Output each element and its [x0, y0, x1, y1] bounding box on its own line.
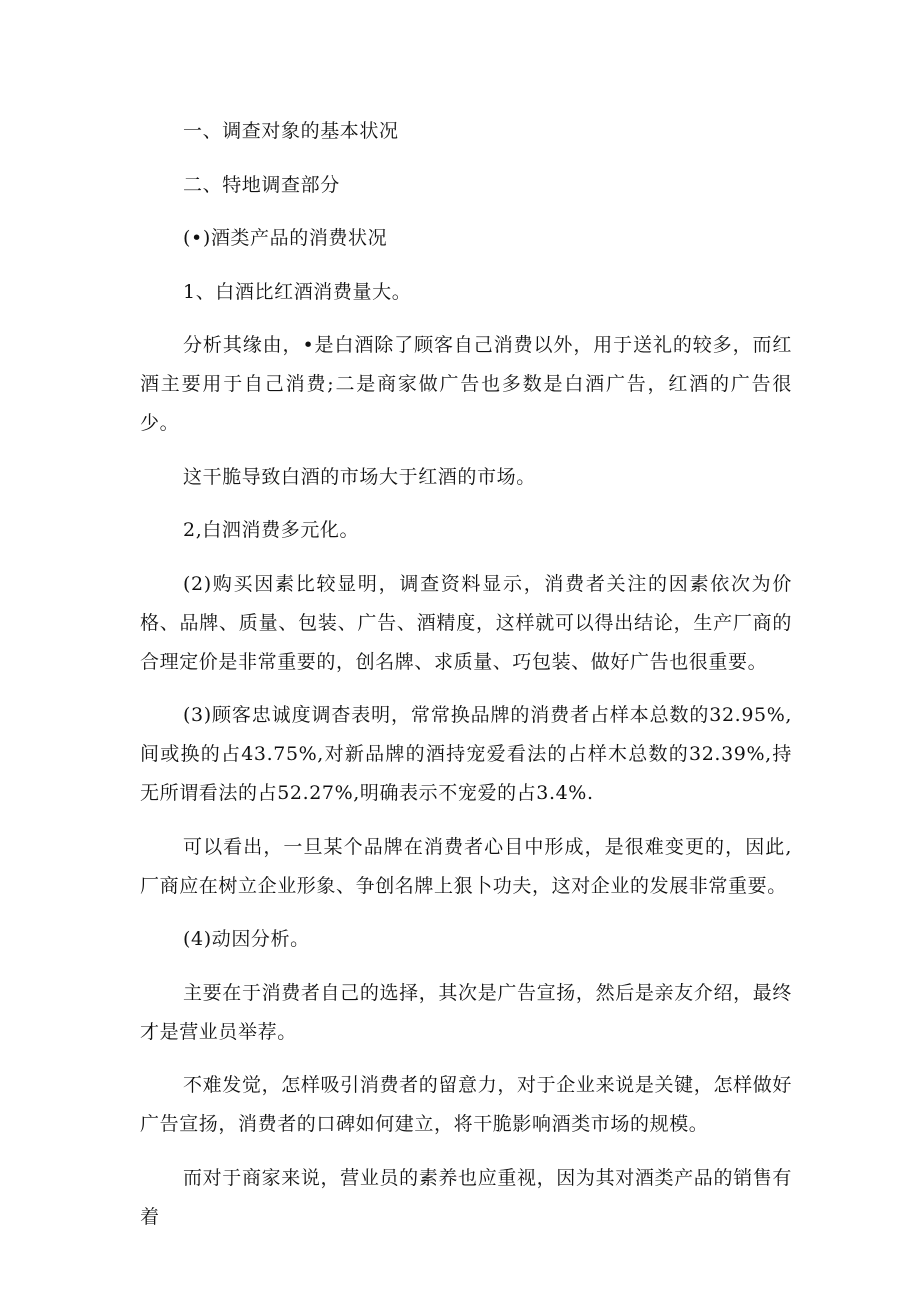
point-purchase-factors: (2)购买因素比较显明，调查资料显示，消费者关注的因素依次为价格、品牌、质量、包装、广告、酒精度，这样就可以得出结论，生产厂商的合理定价是非常重要的，创名牌、求质量、巧包装、做好广告也很重要。: [140, 572, 792, 673]
paragraph-market-size: 这干脆导致白酒的市场大于红酒的市场。: [183, 465, 536, 488]
paragraph-sales-staff: 而对于商家来说，营业员的素养也应重视，因为其对酒类产品的销售有着: [140, 1166, 792, 1228]
heading-special-survey: 二、特地调查部分: [183, 173, 340, 196]
document-page: [140, 112, 792, 1251]
subheading-consumption-status: (•)酒类产品的消费状况: [183, 227, 388, 249]
point-1-baijiu-vs-wine: 1、白酒比红酒消费量大。: [183, 280, 412, 303]
point-2-diversification: 2,白泗消费多元化。: [183, 519, 360, 541]
point-motive-analysis: (4)动因分析。: [183, 928, 310, 950]
paragraph-motive-ranking: 主要在于消费者自己的选择，其次是广告宣扬，然后是亲友介绍，最终才是营业员举荐。: [140, 981, 792, 1043]
heading-survey-basics: 一、调查对象的基本状况: [183, 120, 399, 142]
paragraph-reason-analysis: 分析其缘由，•是白酒除了顾客自己消费以外，用于送礼的较多，而红酒主要用于自己消费;二是商家做广告也多数是白酒广告，红酒的广告很少。: [140, 334, 792, 434]
paragraph-attention-key: 不难发觉，怎样吸引消费者的留意力，对于企业来说是关键，怎样做好广告宣扬，消费者的口碑如何建立，将干脆影响酒类市场的规模。: [140, 1074, 792, 1135]
paragraph-brand-conclusion: 可以看出，一旦某个品牌在消费者心目中形成，是很难变更的，因此,厂商应在树立企业形象、争创名牌上狠卜功夫，这对企业的发展非常重要。: [140, 835, 792, 897]
point-loyalty-survey: (3)顾客忠诚度调杳表明，常常换品牌的消费者占样本总数的32.95%,间或换的占43.75%,对新品牌的酒持宠爱看法的占样木总数的32.39%,持无所谓看法的占52.27%,明确表示不宠爱的占3.4%.: [140, 704, 792, 804]
